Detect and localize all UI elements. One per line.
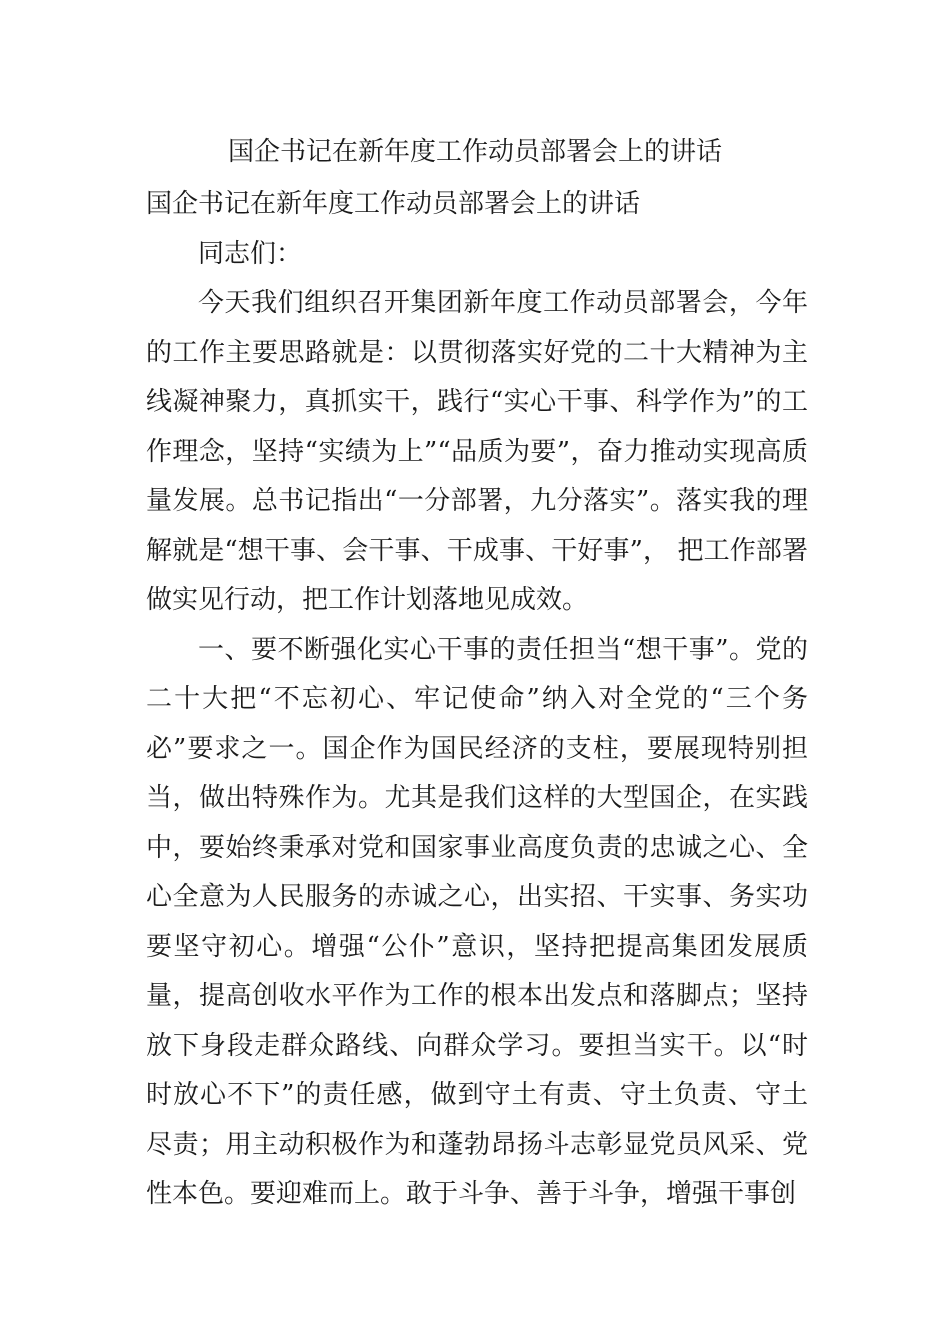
document-title: 国企书记在新年度工作动员部署会上的讲话 bbox=[227, 137, 722, 167]
document-body bbox=[146, 180, 808, 1220]
paragraph-section-one: 一、要不断强化实心干事的责任担当“想干事”。党的二十大把“不忘初心、牢记使命”纳入对全党的“三个务必”要求之一。国企作为国民经济的支柱，要展现特别担当，做出特殊作为。尤其是我们这样的大型国企，在实践中，要始终秉承对党和国家事业高度负责的忠诚之心、全心全意为人民服务的赤诚之心，出实招、干实事、务实功要坚守初心。增强“公仆”意识，坚持把提高集团发展质量，提高创收水平作为工作的根本出发点和落脚点；坚持放下身段走群众路线、向群众学习。要担当实干。以“时时放心不下”的责任感，做到守土有责、守土负责、守土尽责；用主动积极作为和蓬勃昂扬斗志彰显党员风采、党性本色。要迎难而上。敢于斗争、善于斗争，增强干事创 bbox=[146, 634, 808, 1209]
greeting: 同志们： bbox=[198, 238, 303, 269]
document-subtitle: 国企书记在新年度工作动员部署会上的讲话 bbox=[146, 189, 641, 219]
paragraph-intro: 今天我们组织召开集团新年度工作动员部署会，今年的工作主要思路就是：以贯彻落实好党的二十大精神为主线凝神聚力，真抓实干，践行“实心干事、科学作为”的工作理念，坚持“实绩为上”“品质为要”，奋力推动实现高质量发展。总书记指出“一分部署，九分落实”。落实我的理解就是“想干事、会干事、干成事、干好事”， 把工作部署做实见行动，把工作计划落地见成效。 bbox=[146, 288, 808, 615]
